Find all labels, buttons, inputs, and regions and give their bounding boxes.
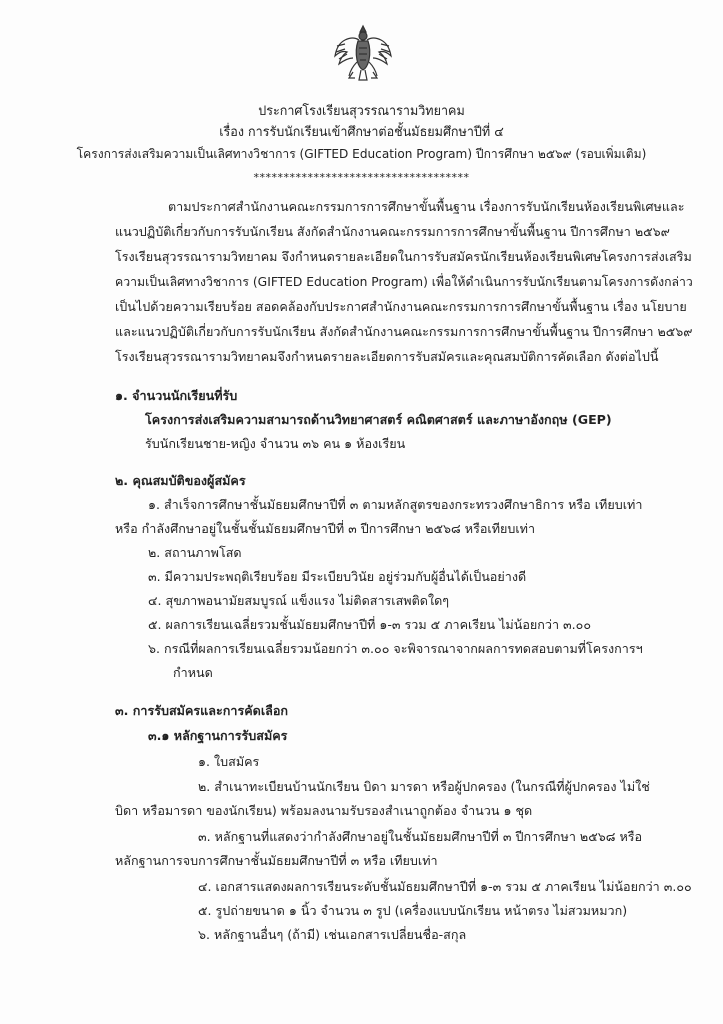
qualification-item: ๑. สำเร็จการศึกษาชั้นมัธยมศึกษาปีที่ ๓ ตามหลักสูตรของกระทรวงศึกษาธิการ หรือ เทียบเท่า [148,497,643,512]
section-1-heading: ๑. จำนวนนักเรียนที่รับ [115,388,238,403]
qualification-item: ๔. สุขภาพอนามัยสมบูรณ์ แข็งแรง ไม่ติดสารเสพติดใดๆ [148,593,450,608]
qualification-item: ๖. กรณีที่ผลการเรียนเฉลี่ยรวมน้อยกว่า ๓.๐๐ จะพิจารณาจากผลการทดสอบตามที่โครงการฯ [148,641,643,656]
qualification-item: ๒. สถานภาพโสด [148,545,242,560]
intro-line: เป็นไปด้วยความเรียบร้อย สอดคล้องกับประกาศสำนักงานคณะกรรมการการศึกษาขั้นพื้นฐาน เรื่อง นโยบาย [115,299,687,314]
evidence-item: ๒. สำเนาทะเบียนบ้านนักเรียน บิดา มารดา หรือผู้ปกครอง (ในกรณีที่ผู้ปกครอง ไม่ใช่ [198,779,650,794]
qualification-item-cont: กำหนด [173,665,213,680]
intro-line: โรงเรียนสุวรรณารามวิทยาคมจึงกำหนดรายละเอียดการรับสมัครและคุณสมบัติการคัดเลือก ดังต่อไปนี้ [115,349,659,364]
section-1-count: รับนักเรียนชาย-หญิง จำนวน ๓๖ คน ๑ ห้องเรียน [145,436,406,451]
intro-line: และแนวปฏิบัติเกี่ยวกับการรับนักเรียน สังกัดสำนักงานคณะกรรมการการศึกษาขั้นพื้นฐาน ปีการศึกษา ๒๕๖๙ [115,324,693,339]
announcement-title: ประกาศโรงเรียนสุวรรณารามวิทยาคม [258,104,465,119]
section-3-subheading: ๓.๑ หลักฐานการรับสมัคร [148,728,288,743]
section-2-heading: ๒. คุณสมบัติของผู้สมัคร [115,473,246,488]
section-1-project: โครงการส่งเสริมความสามารถด้านวิทยาศาสตร์ คณิตศาสตร์ และภาษาอังกฤษ (GEP) [145,412,612,427]
project-title: โครงการส่งเสริมความเป็นเลิศทางวิชาการ (GIFTED Education Program) ปีการศึกษา ๒๕๖๙ (รอบเพิ่มเติม) [76,146,647,161]
intro-line: ตามประกาศสำนักงานคณะกรรมการการศึกษาขั้นพื้นฐาน เรื่องการรับนักเรียนห้องเรียนพิเศษและ [168,199,685,214]
evidence-item-cont: หลักฐานการจบการศึกษาชั้นมัธยมศึกษาปีที่ ๓ หรือ เทียบเท่า [115,853,438,868]
evidence-item: ๑. ใบสมัคร [198,754,260,769]
separator-stars: ************************************ [253,171,470,184]
garuda-emblem-icon [331,22,395,82]
evidence-item: ๓. หลักฐานที่แสดงว่ากำลังศึกษาอยู่ในชั้นมัธยมศึกษาปีที่ ๓ ปีการศึกษา ๒๕๖๘ หรือ [198,829,643,844]
qualification-item: ๕. ผลการเรียนเฉลี่ยรวมชั้นมัธยมศึกษาปีที่ ๑-๓ รวม ๕ ภาคเรียน ไม่น้อยกว่า ๓.๐๐ [148,617,592,632]
qualification-item-cont: หรือ กำลังศึกษาอยู่ในชั้นชั้นมัธยมศึกษาปีที่ ๓ ปีการศึกษา ๒๕๖๘ หรือเทียบเท่า [115,521,536,536]
intro-line: โรงเรียนสุวรรณารามวิทยาคม จึงกำหนดรายละเอียดในการรับสมัครนักเรียนห้องเรียนพิเศษโครงการส่งเสริม [115,249,692,264]
evidence-item-cont: บิดา หรือมารดา ของนักเรียน) พร้อมลงนามรับรองสำเนาถูกต้อง จำนวน ๑ ชุด [115,803,533,818]
evidence-item: ๕. รูปถ่ายขนาด ๑ นิ้ว จำนวน ๓ รูป (เครื่องแบบนักเรียน หน้าตรง ไม่สวมหมวก) [198,903,628,918]
qualification-item: ๓. มีความประพฤติเรียบร้อย มีระเบียบวินัย อยู่ร่วมกับผู้อื่นได้เป็นอย่างดี [148,569,527,584]
intro-line: ความเป็นเลิศทางวิชาการ (GIFTED Education Program) เพื่อให้ดำเนินการรับนักเรียนตามโครงการดังกล่าว [115,274,693,289]
section-3-heading: ๓. การรับสมัครและการคัดเลือก [115,703,289,718]
intro-line: แนวปฏิบัติเกี่ยวกับการรับนักเรียน สังกัดสำนักงานคณะกรรมการการศึกษาขั้นพื้นฐาน ปีการศึกษา ๒๕๖๙ [115,224,670,239]
evidence-item: ๔. เอกสารแสดงผลการเรียนระดับชั้นมัธยมศึกษาปีที่ ๑-๓ รวม ๕ ภาคเรียน ไม่น้อยกว่า ๓.๐๐ [198,879,692,894]
subject-line: เรื่อง การรับนักเรียนเข้าศึกษาต่อชั้นมัธยมศึกษาปีที่ ๔ [219,125,504,140]
evidence-item: ๖. หลักฐานอื่นๆ (ถ้ามี) เช่นเอกสารเปลี่ยนชื่อ-สกุล [198,927,467,942]
